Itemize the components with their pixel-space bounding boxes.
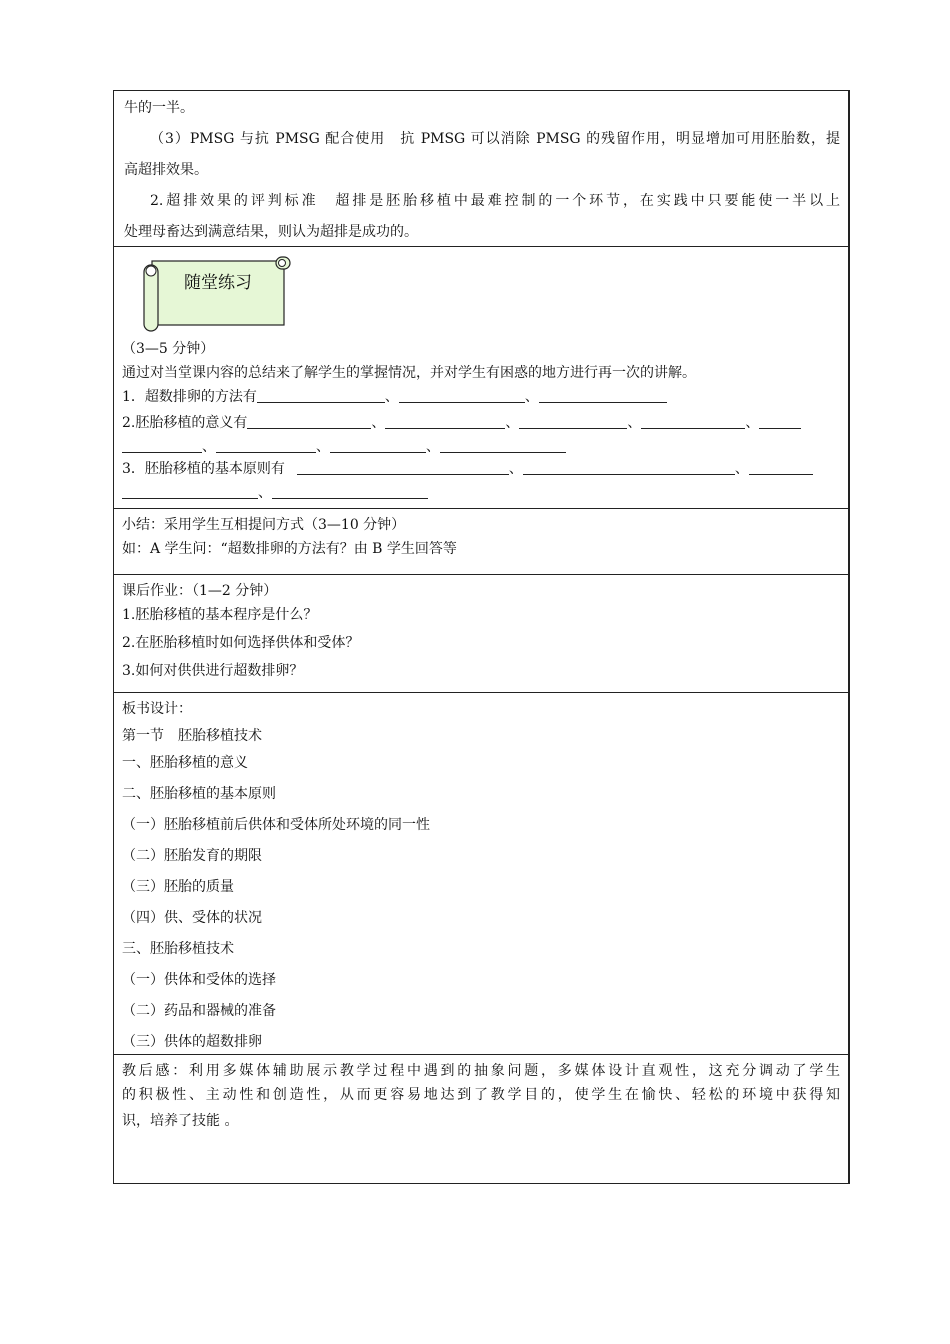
- answer-blank[interactable]: [247, 414, 371, 429]
- separator: 、: [734, 461, 749, 477]
- practice-banner-label: 随堂练习: [184, 273, 252, 293]
- separator: 、: [426, 439, 440, 455]
- text-line: 处理母畜达到满意结果，则认为超排是成功的。: [124, 224, 418, 240]
- board-line: 二、胚胎移植的基本原则: [122, 786, 276, 802]
- answer-blank[interactable]: [523, 460, 735, 475]
- answer-blank[interactable]: [399, 388, 525, 403]
- separator: 、: [505, 415, 520, 431]
- text-line: 高超排效果。: [124, 162, 208, 178]
- board-line: 一、胚胎移植的意义: [122, 755, 248, 771]
- text-line: （3）PMSG 与抗 PMSG 配合使用 抗 PMSG 可以消除 PMSG 的残留作用，明显增加可用胚胎数，提: [150, 131, 840, 147]
- answer-blank[interactable]: [330, 438, 426, 453]
- board-title: 板书设计：: [122, 701, 192, 717]
- board-line: 三、胚胎移植技术: [122, 941, 234, 957]
- answer-blank[interactable]: [539, 388, 667, 403]
- reflection-line: 教后感：利用多媒体辅助展示教学过程中遇到的抽象问题，多媒体设计直观性，这充分调动了学生: [122, 1063, 840, 1079]
- question-1: [122, 387, 667, 407]
- separator: 、: [202, 439, 216, 455]
- answer-blank[interactable]: [759, 414, 801, 429]
- question-2-cont: [122, 437, 566, 457]
- separator: 、: [627, 415, 642, 431]
- reflection-line: 识，培养了技能 。: [122, 1113, 239, 1129]
- board-line: （二）胚胎发育的期限: [122, 848, 262, 864]
- practice-intro: 通过对当堂课内容的总结来了解学生的掌握情况，并对学生有困惑的地方进行再一次的讲解。: [122, 365, 696, 381]
- practice-time: （3—5 分钟）: [122, 341, 215, 357]
- homework-section: [114, 575, 848, 693]
- separator: 、: [745, 415, 760, 431]
- question-3-label: 3．胚胎移植的基本原则有: [122, 461, 285, 477]
- homework-item: 3.如何对供供进行超数排卵？: [122, 663, 304, 679]
- answer-blank[interactable]: [440, 438, 566, 453]
- text-line: 2.超排效果的评判标准 超排是胚胎移植中最难控制的一个环节，在实践中只要能使一半以上: [150, 193, 840, 209]
- separator: 、: [371, 415, 386, 431]
- board-line: （一）胚胎移植前后供体和受体所处环境的同一性: [122, 817, 430, 833]
- separator: 、: [524, 389, 539, 405]
- board-line: （一）供体和受体的选择: [122, 972, 276, 988]
- summary-section: [114, 509, 848, 575]
- text-line: 牛的一半。: [124, 100, 194, 116]
- question-3-cont: [122, 483, 428, 503]
- board-line: （二）药品和器械的准备: [122, 1003, 276, 1019]
- answer-blank[interactable]: [385, 414, 505, 429]
- summary-line: 小结：采用学生互相提问方式（3—10 分钟）: [122, 517, 406, 533]
- reflection-section: [114, 1055, 848, 1183]
- question-3: [122, 459, 813, 479]
- lesson-table: [113, 90, 850, 1184]
- board-line: 第一节 胚胎移植技术: [122, 728, 262, 744]
- answer-blank[interactable]: [519, 414, 627, 429]
- board-line: （三）供体的超数排卵: [122, 1034, 262, 1050]
- question-2: [122, 413, 801, 433]
- board-design-section: [114, 693, 848, 1055]
- question-2-label: 2.胚胎移植的意义有: [122, 415, 248, 431]
- answer-blank[interactable]: [257, 388, 385, 403]
- practice-section: [114, 247, 848, 509]
- answer-blank[interactable]: [297, 460, 509, 475]
- scroll-banner-icon: [142, 255, 292, 333]
- superovulation-section: [114, 91, 848, 247]
- answer-blank[interactable]: [641, 414, 745, 429]
- answer-blank[interactable]: [272, 484, 428, 499]
- homework-item: 1.胚胎移植的基本程序是什么？: [122, 607, 318, 623]
- separator: 、: [508, 461, 523, 477]
- board-line: （三）胚胎的质量: [122, 879, 234, 895]
- separator: 、: [384, 389, 399, 405]
- homework-title: 课后作业：（1—2 分钟）: [122, 583, 278, 599]
- answer-blank[interactable]: [749, 460, 813, 475]
- homework-item: 2.在胚胎移植时如何选择供体和受体？: [122, 635, 360, 651]
- separator: 、: [258, 485, 272, 501]
- answer-blank[interactable]: [216, 438, 316, 453]
- answer-blank[interactable]: [122, 438, 202, 453]
- summary-example: 如：A 学生问：“超数排卵的方法有？由 B 学生回答等: [122, 541, 457, 557]
- separator: 、: [316, 439, 330, 455]
- board-line: （四）供、受体的状况: [122, 910, 262, 926]
- answer-blank[interactable]: [122, 484, 258, 499]
- question-1-label: 1．超数排卵的方法有: [122, 389, 257, 405]
- reflection-line: 的积极性、主动性和创造性，从而更容易地达到了教学目的，使学生在愉快、轻松的环境中获得知: [122, 1087, 840, 1103]
